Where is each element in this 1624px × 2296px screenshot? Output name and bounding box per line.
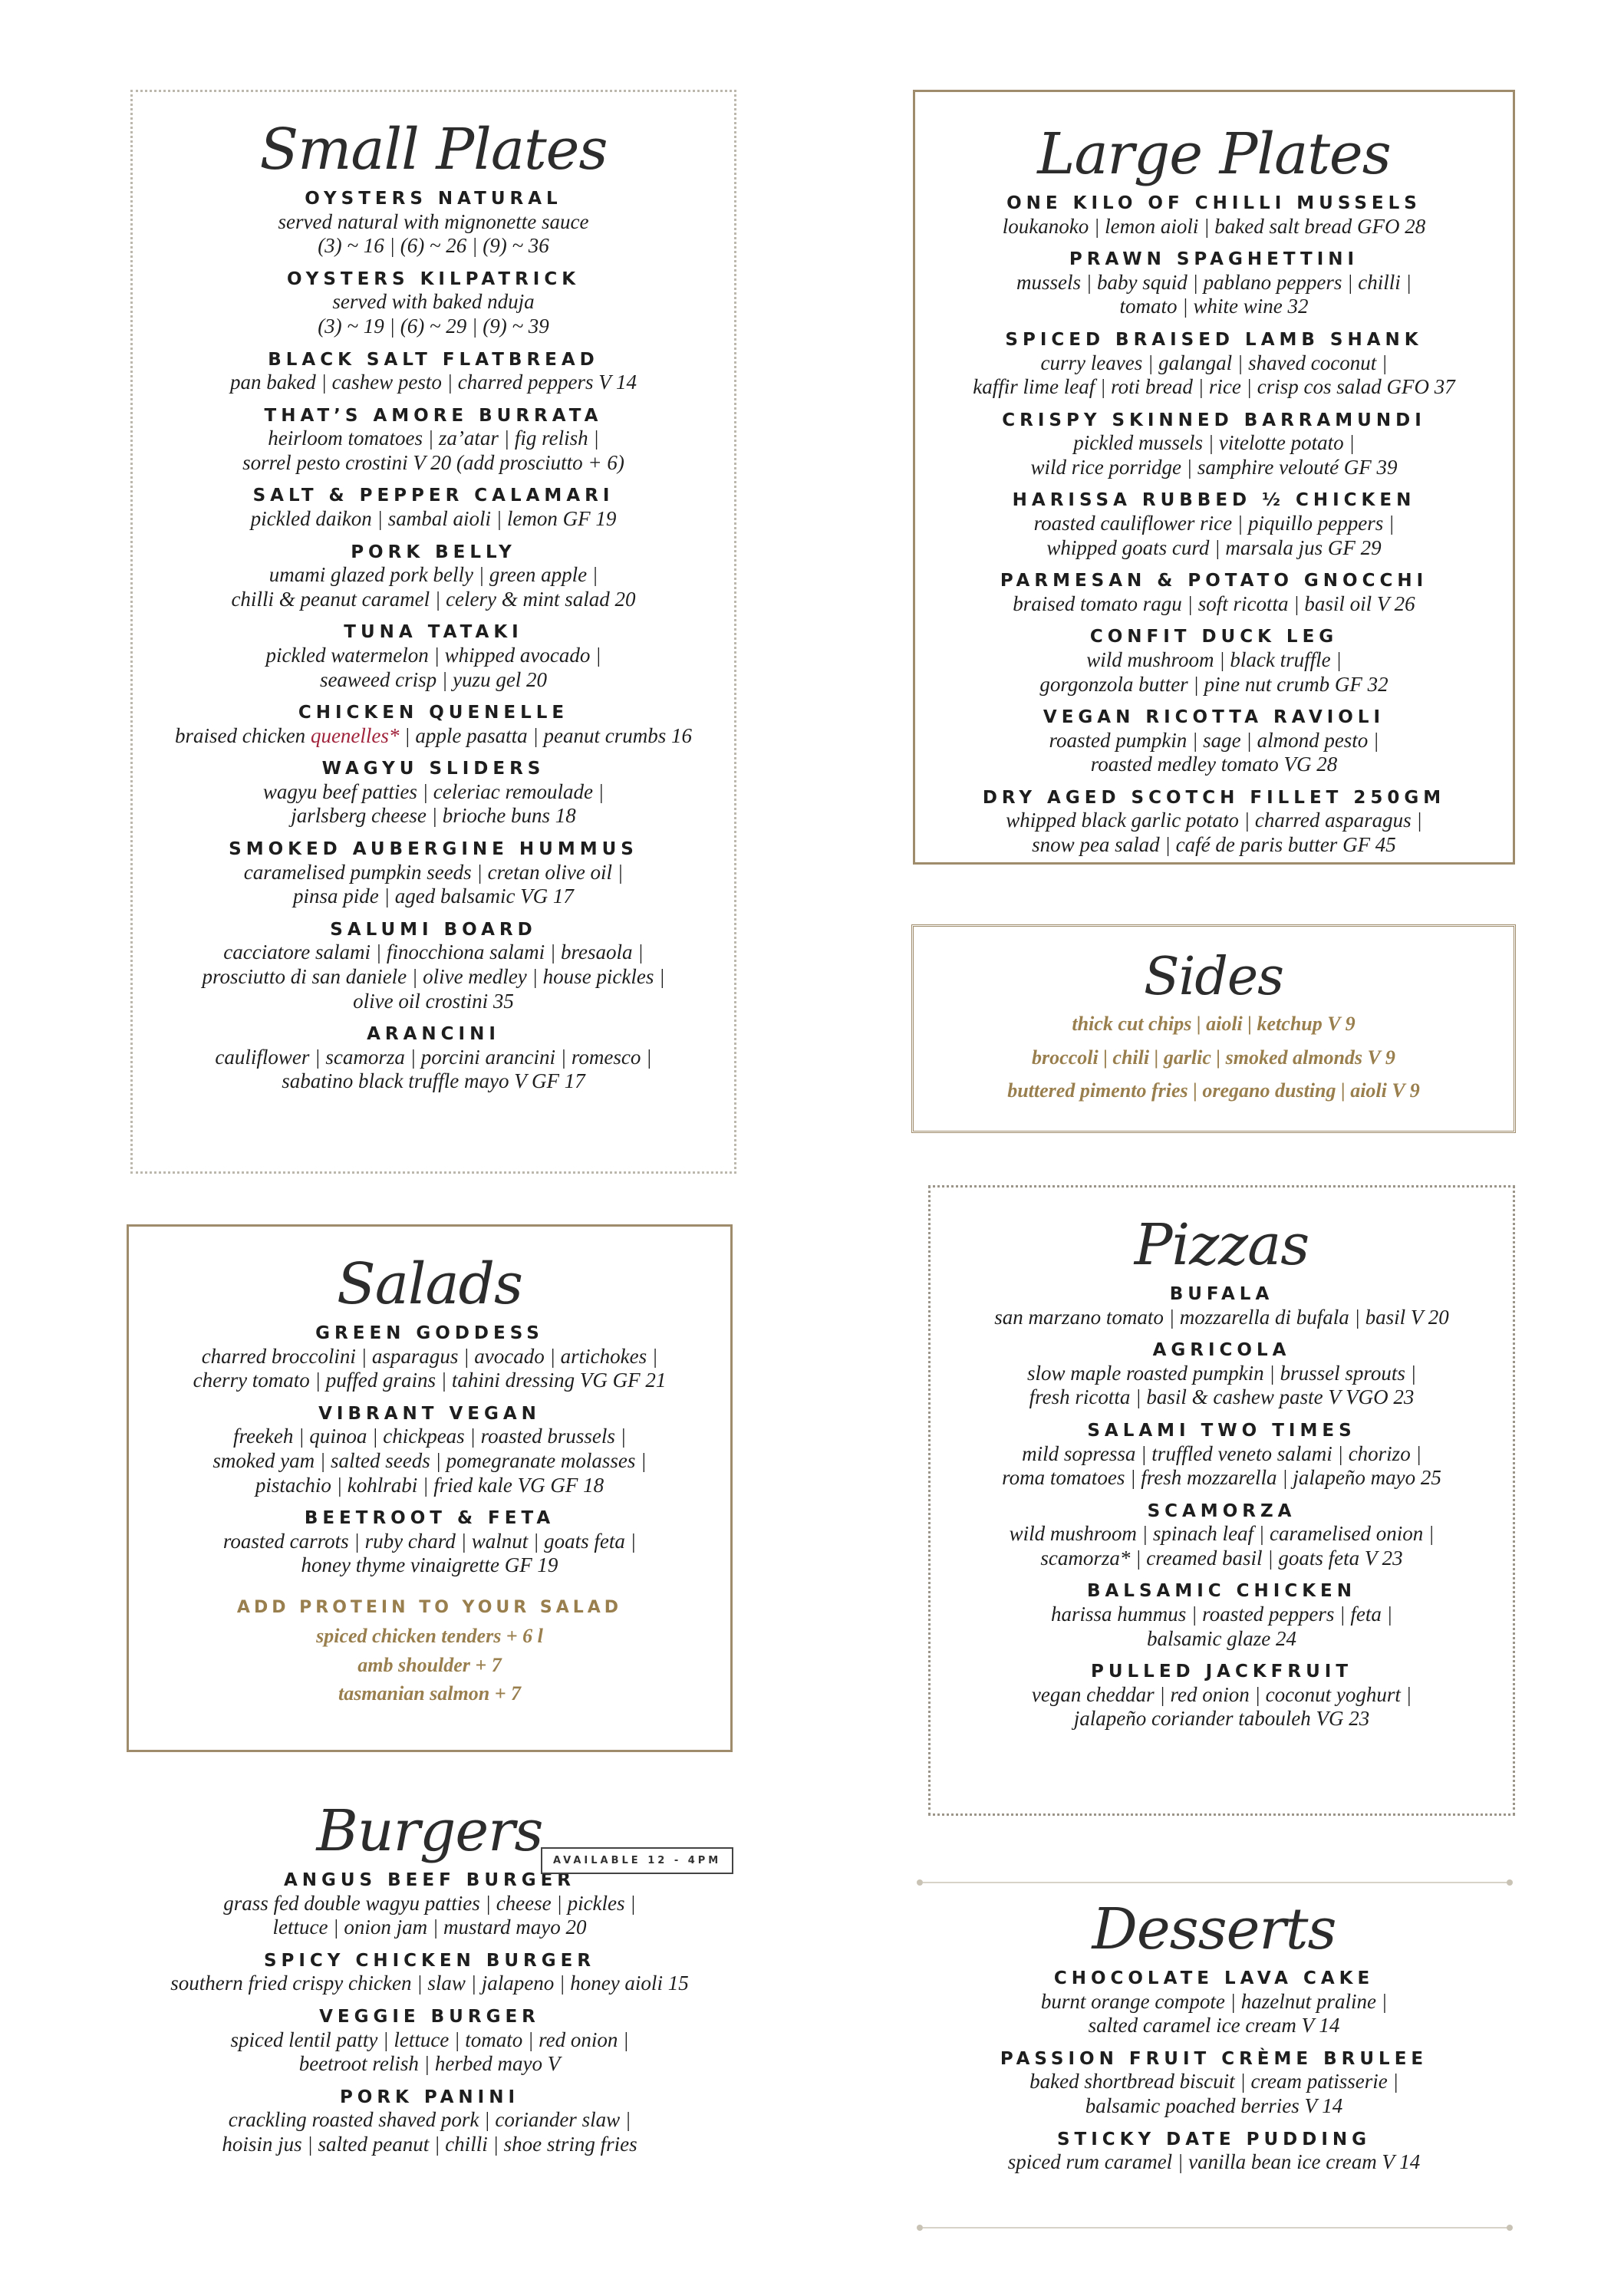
- menu-item-description: pickled watermelon | whipped avocado |: [265, 643, 601, 667]
- menu-item-name: VIBRANT VEGAN: [318, 1403, 541, 1424]
- menu-item-name: PORK PANINI: [339, 2087, 520, 2107]
- menu-item-description: grass fed double wagyu patties | cheese | pickles |: [223, 1891, 636, 1915]
- menu-item-description: chilli & peanut caramel | celery & mint salad 20: [231, 587, 636, 611]
- menu-item-description: jalapeño coriander tabouleh VG 23: [1073, 1707, 1370, 1731]
- menu-item-description: heirloom tomatoes | za’atar | fig relish |: [268, 427, 599, 450]
- menu-item-description: mussels | baby squid | pablano peppers | chilli |: [1016, 270, 1412, 294]
- menu-item-description: seaweed crisp | yuzu gel 20: [319, 667, 548, 691]
- menu-item-description: braised tomato ragu | soft ricotta | basil oil V 26: [1013, 591, 1415, 615]
- menu-item-description: baked shortbread biscuit | cream patisserie |: [1029, 2070, 1398, 2093]
- menu-item-description: jarlsberg cheese | brioche buns 18: [291, 804, 576, 828]
- menu-item-description: sorrel pesto crostini V 20 (add prosciutto + 6): [242, 450, 624, 474]
- menu-item-name: GREEN GODDESS: [315, 1323, 544, 1343]
- desserts-section: [913, 1896, 1515, 2223]
- protein-line: amb shoulder + 7: [357, 1653, 502, 1676]
- menu-item-name: PRAWN SPAGHETTINI: [1069, 249, 1359, 270]
- menu-item-description: smoked yam | salted seeds | pomegranate molasses |: [212, 1448, 647, 1472]
- menu-item-name: SCAMORZA: [1147, 1500, 1296, 1521]
- menu-item-description: sabatino black truffle mayo V GF 17: [282, 1069, 585, 1093]
- menu-item-name: OYSTERS KILPATRICK: [286, 268, 581, 289]
- menu-item-description: roasted carrots | ruby chard | walnut | goats feta |: [222, 1529, 637, 1553]
- menu-item-name: SALAMI TWO TIMES: [1087, 1420, 1356, 1441]
- menu-item-name: DRY AGED SCOTCH FILLET 250GM: [982, 787, 1446, 808]
- menu-item-description: pickled daikon | sambal aioli | lemon GF 19: [250, 507, 617, 531]
- menu-item-description: gorgonzola butter | pine nut crumb GF 32: [1039, 672, 1388, 696]
- divider-dot: [1507, 2225, 1513, 2231]
- menu-item-description: loukanoko | lemon aioli | baked salt bread GFO 28: [1002, 214, 1426, 238]
- menu-item-description: scamorza* | creamed basil | goats feta V 23: [1040, 1546, 1403, 1570]
- menu-item-name: WAGYU SLIDERS: [321, 759, 545, 779]
- menu-item-description: whipped goats curd | marsala jus GF 29: [1046, 535, 1382, 559]
- menu-item-description: pickled mussels | vitelotte potato |: [1073, 431, 1355, 455]
- menu-item-description: roasted medley tomato VG 28: [1090, 753, 1338, 776]
- menu-item-name: PORK BELLY: [351, 542, 516, 562]
- menu-item-name: SALUMI BOARD: [330, 919, 537, 940]
- protein-line: tasmanian salmon + 7: [338, 1682, 522, 1705]
- menu-item-description: caramelised pumpkin seeds | cretan olive oil |: [243, 860, 624, 884]
- menu-item-name: PARMESAN & POTATO GNOCCHI: [1000, 571, 1428, 591]
- menu-item-description: served natural with mignonette sauce: [278, 209, 589, 233]
- menu-item-description: lettuce | onion jam | mustard mayo 20: [272, 1916, 587, 1939]
- large-plates-list: [915, 193, 1513, 858]
- menu-item-description: spiced lentil patty | lettuce | tomato | red onion |: [230, 2028, 629, 2051]
- menu-item-description: wagyu beef patties | celeriac remoulade |: [262, 779, 604, 803]
- highlighted-term: quenelles*: [310, 723, 400, 747]
- protein-line: spiced chicken tenders + 6 l: [316, 1624, 543, 1647]
- menu-item-description: olive oil crostini 35: [353, 989, 514, 1013]
- menu-item-description: beetroot relish | herbed mayo V: [298, 2052, 561, 2076]
- menu-item-description: spiced rum caramel | vanilla bean ice cream V 14: [1007, 2150, 1421, 2174]
- menu-item-name: PASSION FRUIT CRÈME BRULEE: [1000, 2048, 1428, 2069]
- large-plates-panel: [913, 90, 1515, 865]
- menu-item-name: AGRICOLA: [1152, 1340, 1291, 1361]
- burgers-list: [123, 1870, 736, 2156]
- add-protein-heading: ADD PROTEIN TO YOUR SALAD: [236, 1597, 623, 1617]
- menu-item-name: BUFALA: [1169, 1284, 1274, 1304]
- desserts-list: [913, 1968, 1515, 2175]
- small-plates-panel: [130, 90, 736, 1174]
- menu-item-description: wild mushroom | black truffle |: [1086, 647, 1342, 671]
- divider-dot: [1507, 1879, 1513, 1886]
- salads-title: Salads: [337, 1251, 522, 1317]
- menu-item-description: pan baked | cashew pesto | charred peppers V 14: [229, 371, 637, 394]
- menu-item-description: cauliflower | scamorza | porcini arancini | romesco |: [215, 1045, 652, 1069]
- menu-item-description: slow maple roasted pumpkin | brussel sprouts |: [1026, 1361, 1417, 1385]
- menu-item-description: served with baked nduja: [332, 290, 535, 314]
- menu-item-description: [133, 724, 734, 749]
- menu-item-description: fresh ricotta | basil & cashew paste V VGO 23: [1029, 1385, 1415, 1409]
- pizzas-title: Pizzas: [1134, 1212, 1309, 1278]
- description-part: braised chicken: [175, 723, 311, 747]
- large-plates-title: Large Plates: [1037, 121, 1391, 187]
- menu-item-name: HARISSA RUBBED ½ CHICKEN: [1012, 490, 1416, 511]
- menu-item-description: snow pea salad | café de paris butter GF 45: [1032, 833, 1396, 857]
- menu-item-name: VEGGIE BURGER: [319, 2006, 540, 2027]
- menu-item-description: roma tomatoes | fresh mozzarella | jalapeño mayo 25: [1002, 1466, 1441, 1490]
- menu-item-name: BALSAMIC CHICKEN: [1086, 1581, 1357, 1602]
- dessert-divider-top: [923, 1882, 1510, 1883]
- menu-item-description: prosciutto di san daniele | olive medley | house pickles |: [202, 964, 665, 988]
- menu-item-name: PULLED JACKFRUIT: [1090, 1662, 1353, 1682]
- menu-item-description: vegan cheddar | red onion | coconut yoghurt |: [1031, 1682, 1412, 1706]
- menu-item-name: CONFIT DUCK LEG: [1089, 627, 1339, 647]
- menu-item-description: tomato | white wine 32: [1119, 295, 1309, 318]
- menu-item-description: crackling roasted shaved pork | coriander slaw |: [228, 2108, 631, 2132]
- small-plates-list: [133, 189, 734, 1094]
- menu-item-description: san marzano tomato | mozzarella di bufala | basil V 20: [994, 1305, 1449, 1329]
- burgers-title: Burgers: [316, 1798, 543, 1864]
- menu-item-name: ARANCINI: [367, 1024, 500, 1045]
- sides-title: Sides: [1144, 947, 1283, 1007]
- menu-item-description: whipped black garlic potato | charred asparagus |: [1006, 809, 1422, 832]
- pizzas-panel: [928, 1185, 1515, 1816]
- menu-item-name: TUNA TATAKI: [344, 622, 523, 643]
- menu-item-description: curry leaves | galangal | shaved coconut |: [1040, 351, 1388, 374]
- sides-panel: [911, 924, 1516, 1133]
- menu-item-description: kaffir lime leaf | roti bread | rice | crisp cos salad GFO 37: [973, 375, 1455, 399]
- menu-item-description: harissa hummus | roasted peppers | feta |: [1050, 1603, 1392, 1626]
- menu-item-description: southern fried crispy chicken | slaw | jalapeno | honey aioli 15: [170, 1972, 689, 1995]
- menu-item-name: CHOCOLATE LAVA CAKE: [1053, 1968, 1375, 1988]
- desserts-title: Desserts: [1092, 1896, 1336, 1962]
- menu-item-description: honey thyme vinaigrette GF 19: [301, 1553, 558, 1577]
- divider-dot: [917, 1879, 923, 1886]
- menu-item-name: ANGUS BEEF BURGER: [283, 1870, 576, 1890]
- divider-dot: [917, 2225, 923, 2231]
- menu-item-name: VEGAN RICOTTA RAVIOLI: [1043, 707, 1385, 728]
- menu-item-description: pistachio | kohlrabi | fried kale VG GF 18: [255, 1473, 604, 1497]
- menu-item-name: CRISPY SKINNED BARRAMUNDI: [1002, 410, 1426, 430]
- menu-item-name: OYSTERS NATURAL: [305, 189, 562, 209]
- menu-item-description: mild sopressa | truffled veneto salami | chorizo |: [1022, 1441, 1421, 1465]
- menu-item-name: SPICY CHICKEN BURGER: [263, 1950, 596, 1971]
- menu-item-name: SMOKED AUBERGINE HUMMUS: [229, 839, 638, 860]
- menu-item-description: burnt orange compote | hazelnut praline |: [1040, 1989, 1388, 2013]
- menu-item-description: wild mushroom | spinach leaf | caramelised onion |: [1009, 1522, 1435, 1546]
- description-part: | apple pasatta | peanut crumbs 16: [399, 723, 692, 747]
- menu-item-name: THAT’S AMORE BURRATA: [264, 405, 603, 426]
- sides-line: thick cut chips | aioli | ketchup V 9: [1072, 1013, 1356, 1035]
- salads-list: [129, 1323, 730, 1578]
- menu-item-description: hoisin jus | salted peanut | chilli | shoe string fries: [222, 2132, 637, 2156]
- menu-item-description: roasted pumpkin | sage | almond pesto |: [1049, 728, 1379, 752]
- sides-line: broccoli | chili | garlic | smoked almonds V 9: [1032, 1046, 1395, 1069]
- menu-item-description: (3) ~ 16 | (6) ~ 26 | (9) ~ 36: [318, 234, 549, 258]
- dessert-divider-bottom: [923, 2227, 1510, 2228]
- menu-item-name: BLACK SALT FLATBREAD: [268, 349, 599, 370]
- menu-item-description: charred broccolini | asparagus | avocado | artichokes |: [201, 1344, 658, 1368]
- availability-badge: AVAILABLE 12 - 4PM: [541, 1847, 733, 1874]
- menu-item-description: balsamic glaze 24: [1147, 1626, 1296, 1650]
- salads-panel: [127, 1224, 733, 1752]
- sides-line: buttered pimento fries | oregano dusting | aioli V 9: [1007, 1079, 1420, 1102]
- menu-item-description: roasted cauliflower rice | piquillo peppers |: [1033, 512, 1395, 535]
- menu-item-name: STICKY DATE PUDDING: [1056, 2129, 1372, 2149]
- menu-item-name: CHICKEN QUENELLE: [298, 703, 569, 723]
- small-plates-title: Small Plates: [259, 117, 608, 183]
- menu-item-description: (3) ~ 19 | (6) ~ 29 | (9) ~ 39: [318, 314, 549, 338]
- menu-item-name: SALT & PEPPER CALAMARI: [252, 486, 614, 506]
- menu-item-description: balsamic poached berries V 14: [1085, 2093, 1343, 2117]
- menu-item-description: umami glazed pork belly | green apple |: [268, 563, 598, 587]
- menu-item-description: pinsa pide | aged balsamic VG 17: [293, 884, 574, 908]
- menu-item-name: BEETROOT & FETA: [304, 1508, 555, 1529]
- menu-item-description: freekeh | quinoa | chickpeas | roasted brussels |: [232, 1425, 627, 1448]
- menu-item-name: ONE KILO OF CHILLI MUSSELS: [1006, 193, 1421, 213]
- menu-item-name: SPICED BRAISED LAMB SHANK: [1005, 329, 1423, 350]
- menu-item-description: cacciatore salami | finocchiona salami | bresaola |: [223, 940, 644, 964]
- menu-item-description: salted caramel ice cream V 14: [1088, 2014, 1340, 2037]
- menu-item-description: cherry tomato | puffed grains | tahini dressing VG GF 21: [193, 1369, 667, 1392]
- pizzas-list: [931, 1284, 1513, 1731]
- menu-item-description: wild rice porridge | samphire velouté GF 39: [1030, 455, 1398, 479]
